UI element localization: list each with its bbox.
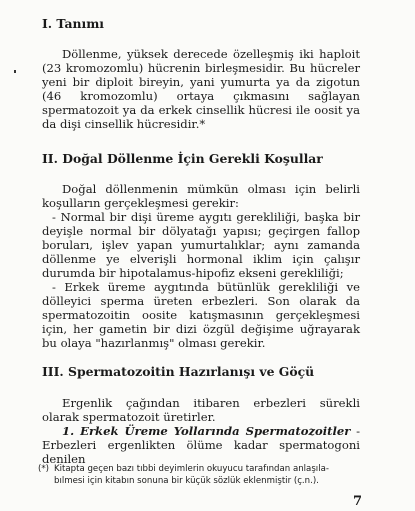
section-2-intro: Doğal döllenmenin mümkün olması için belirli koşulların gerçekleşmesi gerekir:: [42, 182, 360, 210]
footnote: [38, 463, 368, 487]
section-3-heading: III. Spermatozoitin Hazırlanışı ve Göçü: [42, 364, 315, 379]
footnote-mark: (*): [38, 464, 50, 474]
footnote-line-2: bılmesi için kitabın sonuna bir küçük sözlük eklenmiştir (ç.n.).: [54, 476, 319, 486]
section-2-heading: II. Doğal Döllenme İçin Gerekli Koşullar: [42, 151, 323, 166]
subsection-text: - Erbezleri ergenlikten ölüme kadar spermatogoni denilen: [42, 424, 360, 466]
footnote-line-1: Kitapta geçen bazı tıbbi deyimlerin okuyucu tarafından anlaşıla-: [54, 464, 329, 474]
section-3-intro: Ergenlik çağından itibaren erbezleri sürekli olarak spermatozoit üretirler.: [42, 396, 360, 424]
page-number: 7: [353, 494, 363, 509]
section-1-paragraph: Döllenme, yüksek derecede özelleşmiş iki haploit (23 kromozomlu) hücrenin birleşmesidir. Bu hücreler yeni bir diploit bireyin, yani yumurta ya da zigotun (46 kromozomlu) ortaya çıkmasını sağlayan spermatozoit ya da erkek cinsellik hücresi ile oosit ya da dişi cinsellik hücresidir.*: [42, 47, 360, 131]
section-2-bullet-1: - Normal bir dişi üreme aygıtı gerekliliği, başka bir deyişle normal bir dölyatağı yapısı; geçirgen fallop boruları, işlev yapan yumurtalıklar; aynı zamanda döllenme ye elverişli hormonal iklim için çalışır durumda bir hipotalamus-hipofiz ekseni gerekliliği;: [42, 210, 360, 280]
section-1-heading: I. Tanımı: [42, 16, 105, 31]
section-3-subsection: [42, 424, 360, 466]
margin-mark: [14, 70, 16, 73]
subsection-title: 1. Erkek Üreme Yollarında Spermatozoitler: [62, 424, 351, 438]
section-2-bullet-2: - Erkek üreme aygıtında bütünlük gerekliliği ve dölleyici sperma üreten erbezleri. Son olarak da spermatozoitin oosite katışmasının gerçekleşmesi için, her gametin bir dizi özgül değişime uğrayarak bu olaya "hazırlanmış" olması gerekir.: [42, 280, 360, 350]
